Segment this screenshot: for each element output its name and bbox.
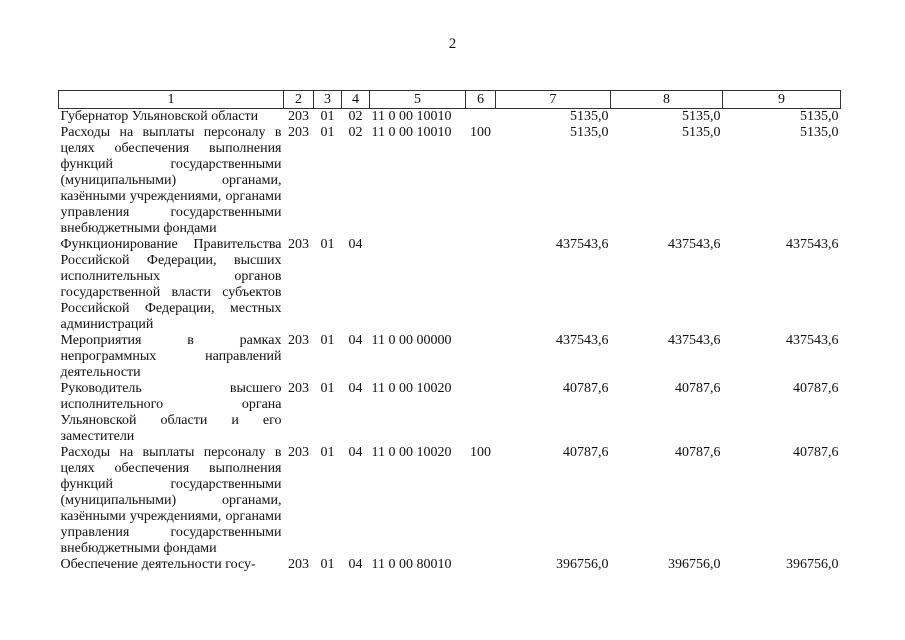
row-amount-col8-cell: 437543,6 xyxy=(668,237,721,252)
row-name-cell: Расходы на выплаты персоналу в целях обеспечения выполнения функций государственными (муниципальными) органами, казёнными учреждениями, органами управления государственными внебюджетными фондами xyxy=(60,445,282,556)
page-number: 2 xyxy=(448,36,457,52)
row-vr-cell xyxy=(466,237,496,333)
row-glava-cell: 203 xyxy=(288,557,309,572)
row-podrazdel-cell: 04 xyxy=(348,333,363,348)
row-amount-col7-cell: 437543,6 xyxy=(556,237,609,252)
row-amount-col7-cell: 5135,0 xyxy=(570,109,609,124)
row-podrazdel-cell: 04 xyxy=(348,445,363,460)
row-name-cell: Мероприятия в рамках непрограммных направлений деятельности xyxy=(60,333,282,380)
row-amount-col7-cell: 437543,6 xyxy=(556,333,609,348)
row-razdel-cell: 01 xyxy=(320,237,335,252)
row-name-cell: Расходы на выплаты персоналу в целях обеспечения выполнения функций государственными (муниципальными) органами, казёнными учреждениями, органами управления государственными внебюджетными фондами xyxy=(60,125,282,236)
row-glava-cell: 203 xyxy=(288,445,309,460)
column-header-7: 7 xyxy=(496,91,611,109)
table-row xyxy=(59,445,841,557)
row-razdel-cell: 01 xyxy=(320,125,335,140)
row-amount-col7-cell: 396756,0 xyxy=(556,557,609,572)
row-amount-col8-cell: 5135,0 xyxy=(682,125,721,140)
row-amount-col8-cell: 40787,6 xyxy=(675,381,721,396)
row-amount-col9-cell: 437543,6 xyxy=(786,237,839,252)
column-header-5: 5 xyxy=(370,91,466,109)
row-csr-cell xyxy=(370,237,466,333)
row-amount-col8-cell: 40787,6 xyxy=(675,445,721,460)
row-glava-cell: 203 xyxy=(288,237,309,252)
row-amount-col9-cell: 40787,6 xyxy=(793,381,839,396)
table-row xyxy=(59,557,841,573)
row-podrazdel-cell: 02 xyxy=(348,125,363,140)
row-glava-cell: 203 xyxy=(288,125,309,140)
row-amount-col9-cell: 437543,6 xyxy=(786,333,839,348)
column-header-2: 2 xyxy=(284,91,314,109)
row-amount-col8-cell: 396756,0 xyxy=(668,557,721,572)
row-vr-cell xyxy=(466,109,496,126)
row-razdel-cell: 01 xyxy=(320,557,335,572)
table-row xyxy=(59,381,841,445)
row-csr-cell: 11 0 00 10010 xyxy=(371,109,452,124)
row-csr-cell: 11 0 00 10010 xyxy=(371,125,452,140)
column-header-8: 8 xyxy=(611,91,723,109)
row-name-cell: Функционирование Правительства Российской Федерации, высших исполнительных органов государственной власти субъектов Российской Федерации, местных администраций xyxy=(60,237,282,332)
column-header-1: 1 xyxy=(59,91,284,109)
column-header-6: 6 xyxy=(466,91,496,109)
row-amount-col7-cell: 40787,6 xyxy=(563,381,609,396)
column-header-9: 9 xyxy=(723,91,841,109)
row-name-cell: Губернатор Ульяновской области xyxy=(60,109,259,124)
budget-table xyxy=(58,90,841,573)
row-csr-cell: 11 0 00 10020 xyxy=(371,381,452,396)
row-razdel-cell: 01 xyxy=(320,109,335,124)
row-amount-col9-cell: 40787,6 xyxy=(793,445,839,460)
row-podrazdel-cell: 04 xyxy=(348,381,363,396)
header-row xyxy=(59,91,841,109)
row-amount-col9-cell: 396756,0 xyxy=(786,557,839,572)
row-vr-cell xyxy=(466,333,496,381)
table-row xyxy=(59,237,841,333)
row-razdel-cell: 01 xyxy=(320,333,335,348)
row-amount-col8-cell: 437543,6 xyxy=(668,333,721,348)
row-podrazdel-cell: 04 xyxy=(348,557,363,572)
row-podrazdel-cell: 02 xyxy=(348,109,363,124)
row-razdel-cell: 01 xyxy=(320,445,335,460)
row-podrazdel-cell: 04 xyxy=(348,237,363,252)
table-body xyxy=(59,109,841,574)
row-vr-cell xyxy=(466,557,496,573)
row-glava-cell: 203 xyxy=(288,109,309,124)
row-razdel-cell: 01 xyxy=(320,381,335,396)
row-name-cell: Обеспечение деятельности госу- xyxy=(60,557,256,572)
column-header-4: 4 xyxy=(342,91,370,109)
row-amount-col7-cell: 40787,6 xyxy=(563,445,609,460)
column-header-3: 3 xyxy=(314,91,342,109)
row-amount-col8-cell: 5135,0 xyxy=(682,109,721,124)
table-row xyxy=(59,109,841,126)
row-amount-col9-cell: 5135,0 xyxy=(800,109,839,124)
row-glava-cell: 203 xyxy=(288,333,309,348)
table-row xyxy=(59,333,841,381)
row-csr-cell: 11 0 00 00000 xyxy=(371,333,452,348)
table-header xyxy=(59,91,841,109)
row-glava-cell: 203 xyxy=(288,381,309,396)
row-amount-col9-cell: 5135,0 xyxy=(800,125,839,140)
row-amount-col7-cell: 5135,0 xyxy=(570,125,609,140)
row-csr-cell: 11 0 00 80010 xyxy=(371,557,452,572)
table-row xyxy=(59,125,841,237)
row-csr-cell: 11 0 00 10020 xyxy=(371,445,452,460)
row-name-cell: Руководитель высшего исполнительного органа Ульяновской области и его заместители xyxy=(60,381,282,444)
row-vr-cell: 100 xyxy=(470,445,491,460)
row-vr-cell xyxy=(466,381,496,445)
row-vr-cell: 100 xyxy=(470,125,491,140)
